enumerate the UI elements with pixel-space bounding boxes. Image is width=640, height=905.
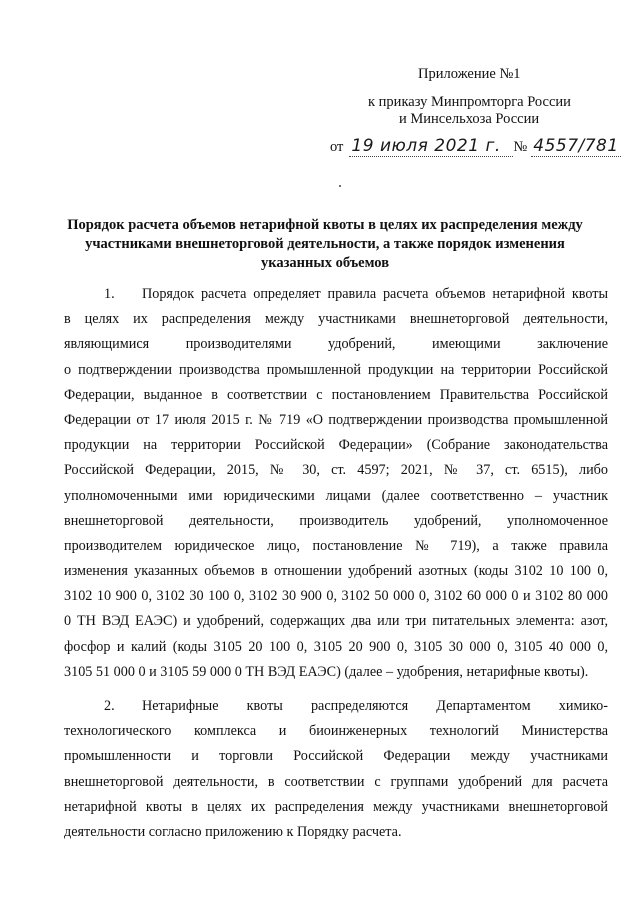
handwritten-date: 19 июля 2021 г. [349,136,513,157]
appendix-ministry: и Минсельхоза России [399,111,540,127]
paragraph-number: 2. [104,698,115,714]
paragraph-line: продукции на территории Российской Федерации» (Собрание законодательства [64,437,608,454]
paragraph-line: Российской Федерации, 2015, № 30, ст. 4597; 2021, № 37, ст. 6515), либо [64,462,608,479]
paragraph-line: о подтверждении производства промышленной продукции на территории Российской [64,361,608,378]
paragraph-line: являющимися производителями удобрений, имеющими заключение [64,336,608,353]
paragraph-number: 1. [104,286,115,302]
paragraph-line: 3105 51 000 0 и 3105 59 000 0 ТН ВЭД ЕАЭС) (далее – удобрения, нетарифные квоты). [64,663,589,680]
paragraph-line [64,282,608,307]
number-prefix: № [513,139,528,155]
document-heading [40,216,610,273]
paragraph-line: уполномоченными ими юридическими лицами (далее соответственно – участник [64,487,608,504]
paragraph-line: изменения указанных объемов в отношении удобрений азотных (коды 3102 10 100 0, [64,563,608,580]
paragraph-line-text: Нетарифные квоты распределяются Департаментом химико- [142,698,608,714]
heading-line: Порядок расчета объемов нетарифной квоты в целях их распределения между [67,217,583,233]
paragraph-line: Федерации от 17 июля 2015 г. № 719 «О подтверждении производства промышленной [64,411,608,428]
scan-speck [339,185,341,187]
paragraph-line: фосфор и калий (коды 3105 20 100 0, 3105 20 900 0, 3105 30 000 0, 3105 40 000 0, [64,638,608,655]
paragraph-2 [64,694,608,845]
paragraph-line: производителем юридическое лицо, постановление № 719), а также правила [64,537,608,554]
paragraph-line-text: Порядок расчета определяет правила расчета объемов нетарифной квоты [142,286,608,302]
date-prefix: от [330,139,344,155]
paragraph-line: промышленности и торговли Российской Федерации между участниками [64,748,608,765]
paragraph-line: внешнеторговой деятельности, производитель удобрений, уполномоченное [64,512,608,529]
paragraph-line: Федерации, выданное в соответствии с постановлением Правительства Российской [64,386,608,403]
appendix-title: Приложение №1 [418,66,521,82]
paragraph-line: деятельности согласно приложению к Порядку расчета. [64,823,402,840]
paragraph-line: внешнеторговой деятельности, в соответствии с группами удобрений для расчета [64,773,608,790]
paragraph-line [64,694,608,719]
paragraph-line: 3102 10 900 0, 3102 30 100 0, 3102 30 900 0, 3102 50 000 0, 3102 60 000 0 и 3102 80 000 [64,588,608,605]
appendix-date-row [330,136,621,157]
paragraph-line: в целях их распределения между участниками внешнеторговой деятельности, [64,311,608,328]
heading-line: участниками внешнеторговой деятельности, а также порядок изменения [85,236,565,252]
paragraph-line: технологического комплекса и биоинженерных технологий Министерства [64,723,608,740]
heading-line: указанных объемов [260,255,390,271]
paragraph-line: 0 ТН ВЭД ЕАЭС) и удобрений, содержащих два или три питательных элемента: азот, [64,613,608,630]
paragraph-line: нетарифной квоты в целях их распределения между участниками внешнеторговой [64,798,608,815]
appendix-order-reference: к приказу Минпромторга России [368,94,571,110]
paragraph-1 [64,282,608,685]
handwritten-number: 4557/781 [531,136,621,157]
